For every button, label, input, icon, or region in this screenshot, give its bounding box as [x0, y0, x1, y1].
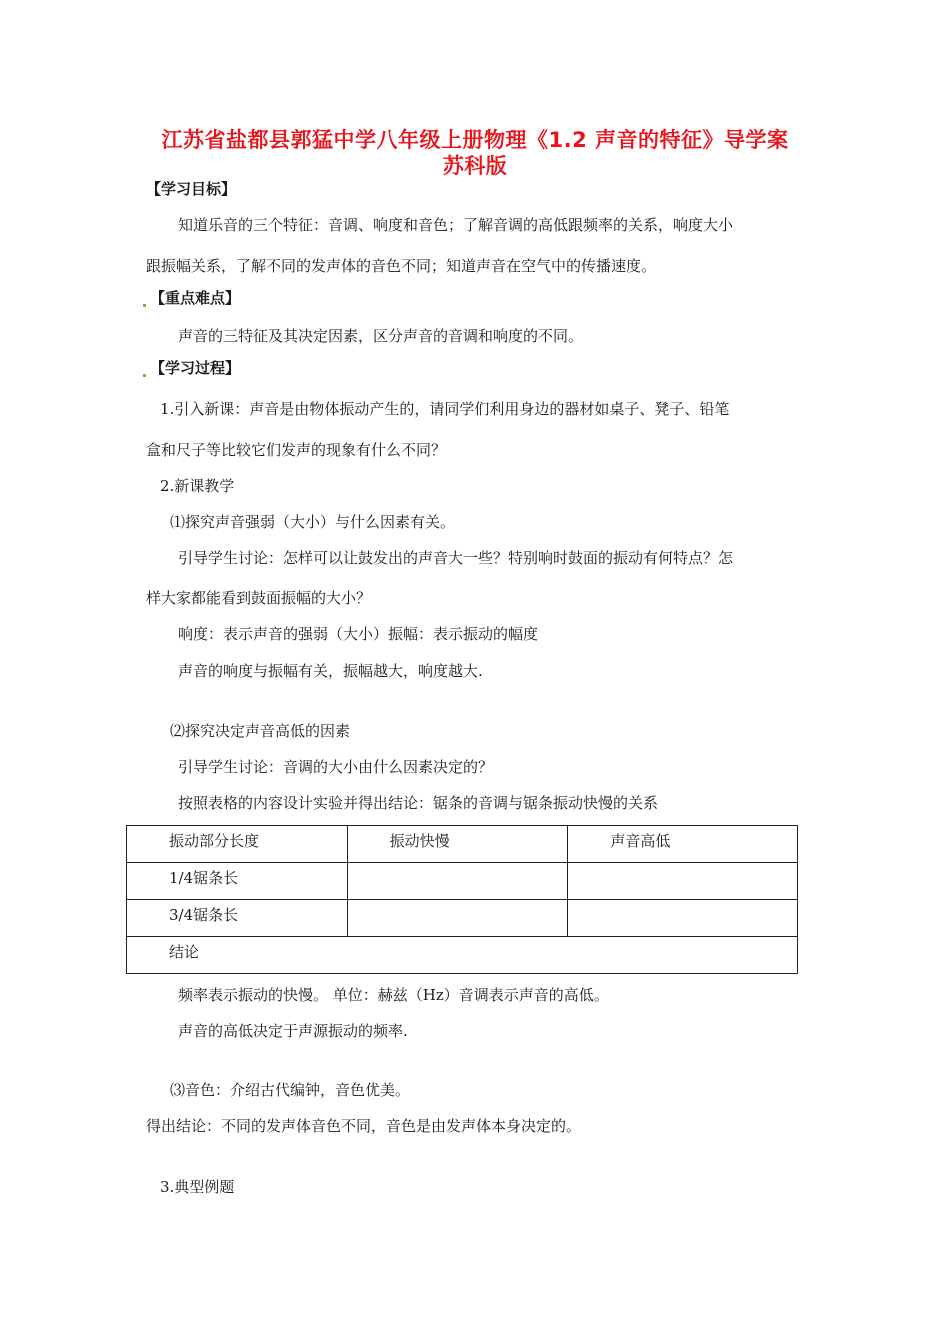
document-title: 江苏省盐都县郭猛中学八年级上册物理《1.2 声音的特征》导学案 [161, 128, 789, 152]
part2-title: ⑵探究决定声音高低的因素 [170, 722, 351, 740]
table-header-speed: 振动快慢 [347, 826, 568, 863]
bullet-dot [143, 374, 146, 377]
table-cell [347, 900, 568, 937]
part2-experiment-instructions: 按照表格的内容设计实验并得出结论：锯条的音调与锯条振动快慢的关系 [178, 794, 659, 812]
table-cell [568, 900, 798, 937]
goals-paragraph-line1: 知道乐音的三个特征：音调、响度和音色；了解音调的高低跟频率的关系，响度大小 [178, 216, 734, 234]
part1-definition: 响度：表示声音的强弱（大小）振幅：表示振动的幅度 [178, 625, 539, 643]
examples-heading: 3.典型例题 [160, 1178, 235, 1196]
heading-learning-process: 【学习过程】 [150, 359, 241, 377]
table-header-row [127, 826, 798, 863]
table-cell: 3/4锯条长 [127, 900, 348, 937]
part3-title: ⑶音色：介绍古代编钟，音色优美。 [170, 1081, 411, 1099]
table-cell [347, 863, 568, 900]
part3-conclusion: 得出结论：不同的发声体音色不同，音色是由发声体本身决定的。 [146, 1117, 582, 1135]
intro-line2: 盒和尺子等比较它们发声的现象有什么不同？ [146, 441, 447, 459]
table-row [127, 863, 798, 900]
document-subtitle: 苏科版 [442, 154, 508, 178]
key-points-paragraph: 声音的三特征及其决定因素，区分声音的音调和响度的不同。 [178, 327, 584, 345]
heading-learning-goals: 【学习目标】 [146, 180, 237, 198]
intro-line1: 1.引入新课：声音是由物体振动产生的，请同学们利用身边的器材如桌子、凳子、铅笔 [160, 400, 730, 418]
part1-title: ⑴探究声音强弱（大小）与什么因素有关。 [170, 513, 456, 531]
table-conclusion-row [127, 937, 798, 974]
part2-conclusion: 声音的高低决定于声源振动的频率. [178, 1022, 408, 1040]
part1-conclusion: 声音的响度与振幅有关，振幅越大，响度越大. [178, 662, 483, 680]
table-cell: 1/4锯条长 [127, 863, 348, 900]
goals-paragraph-line2: 跟振幅关系，了解不同的发声体的音色不同；知道声音在空气中的传播速度。 [146, 257, 657, 275]
table-header-length: 振动部分长度 [127, 826, 348, 863]
heading-key-points: 【重点难点】 [150, 289, 241, 307]
part2-definition: 频率表示振动的快慢。 单位：赫兹（Hz）音调表示声音的高低。 [178, 986, 609, 1004]
part1-question-line2: 样大家都能看到鼓面振幅的大小？ [146, 589, 372, 607]
experiment-table [126, 825, 798, 974]
bullet-dot [143, 304, 146, 307]
part1-question-line1: 引导学生讨论：怎样可以让鼓发出的声音大一些？特别响时鼓面的振动有何特点？怎 [178, 549, 734, 567]
new-lesson-heading: 2.新课教学 [160, 477, 235, 495]
table-cell [568, 863, 798, 900]
table-header-pitch: 声音高低 [568, 826, 798, 863]
table-conclusion-cell: 结论 [127, 937, 798, 974]
part2-question: 引导学生讨论：音调的大小由什么因素决定的？ [178, 758, 494, 776]
table-row [127, 900, 798, 937]
